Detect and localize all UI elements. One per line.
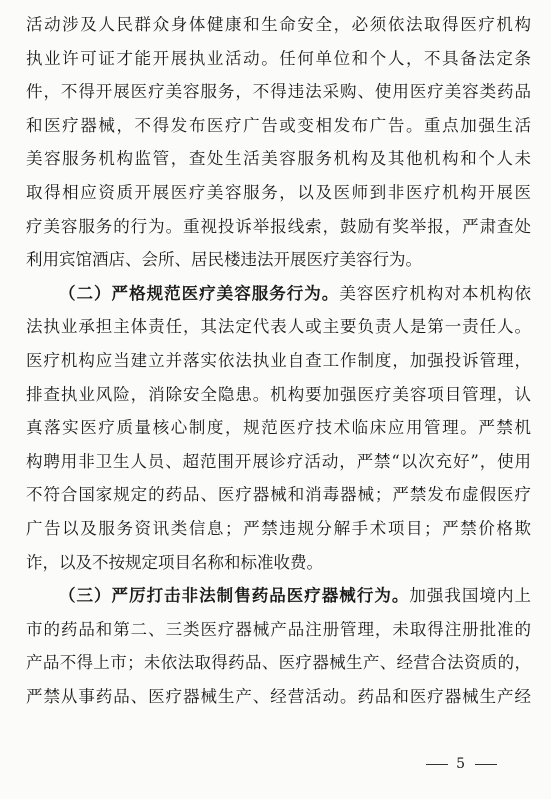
text-line: 法执业承担主体责任，其法定代表人或主要负责人是第一责任人。 <box>26 317 531 337</box>
text-line: 执业许可证才能开展执业活动。任何单位和个人，不具备法定条 <box>26 48 531 68</box>
text-line: 件，不得开展医疗美容服务，不得违法采购、使用医疗美容类药品 <box>26 82 531 102</box>
page-footer <box>0 756 551 772</box>
page-number: 5 <box>456 756 467 772</box>
document-body <box>26 8 531 713</box>
text-line: 疗美容服务的行为。重视投诉举报线索，鼓励有奖举报，严肃查处 <box>26 216 531 236</box>
text-line: 活动涉及人民群众身体健康和生命安全，必须依法取得医疗机构 <box>26 15 531 34</box>
text-run: 美容医疗机构对本机构依 <box>339 283 531 303</box>
text-line: 美容服务机构监管，查处生活美容服务机构及其他机构和个人未 <box>26 149 531 169</box>
text-line: 真落实医疗质量核心制度，规范医疗技术临床应用管理。严禁机 <box>26 418 531 438</box>
dash-left <box>426 764 448 765</box>
text-line: 产品不得上市；未依法取得药品、医疗器械生产、经营合法资质的， <box>26 653 531 673</box>
text-line: 不符合国家规定的药品、医疗器械和消毒器械；严禁发布虚假医疗 <box>26 485 531 505</box>
text-line: 取得相应资质开展医疗美容服务，以及医师到非医疗机构开展医 <box>26 182 531 202</box>
text-line: 广告以及服务资讯类信息；严禁违规分解手术项目；严禁价格欺 <box>26 518 531 538</box>
text-line <box>26 579 531 613</box>
section-heading: （二）严格规范医疗美容服务行为。 <box>59 283 340 303</box>
paragraph-1 <box>26 8 531 277</box>
text-line: 利用宾馆酒店、会所、居民楼违法开展医疗美容行为。 <box>26 250 422 270</box>
text-line: 诈，以及不按规定项目名称和标准收费。 <box>26 552 323 572</box>
paragraph-3 <box>26 579 531 713</box>
text-line: 市的药品和第二、三类医疗器械产品注册管理，未取得注册批准的 <box>26 619 531 639</box>
section-heading: （三）严厉打击非法制售药品医疗器械行为。 <box>59 586 410 606</box>
paragraph-2 <box>26 277 531 579</box>
text-line <box>26 277 531 311</box>
text-line: 医疗机构应当建立并落实依法执业自查工作制度，加强投诉管理， <box>26 350 531 370</box>
text-run: 加强我国境内上 <box>409 586 531 606</box>
text-line: 排查执业风险，消除安全隐患。机构要加强医疗美容项目管理，认 <box>26 384 531 404</box>
dash-right <box>475 764 497 765</box>
text-line: 严禁从事药品、医疗器械生产、经营活动。药品和医疗器械生产经 <box>26 686 531 706</box>
text-line: 和医疗器械，不得发布医疗广告或变相发布广告。重点加强生活 <box>26 115 531 135</box>
text-line: 构聘用非卫生人员、超范围开展诊疗活动，严禁“以次充好”，使用 <box>26 451 531 471</box>
